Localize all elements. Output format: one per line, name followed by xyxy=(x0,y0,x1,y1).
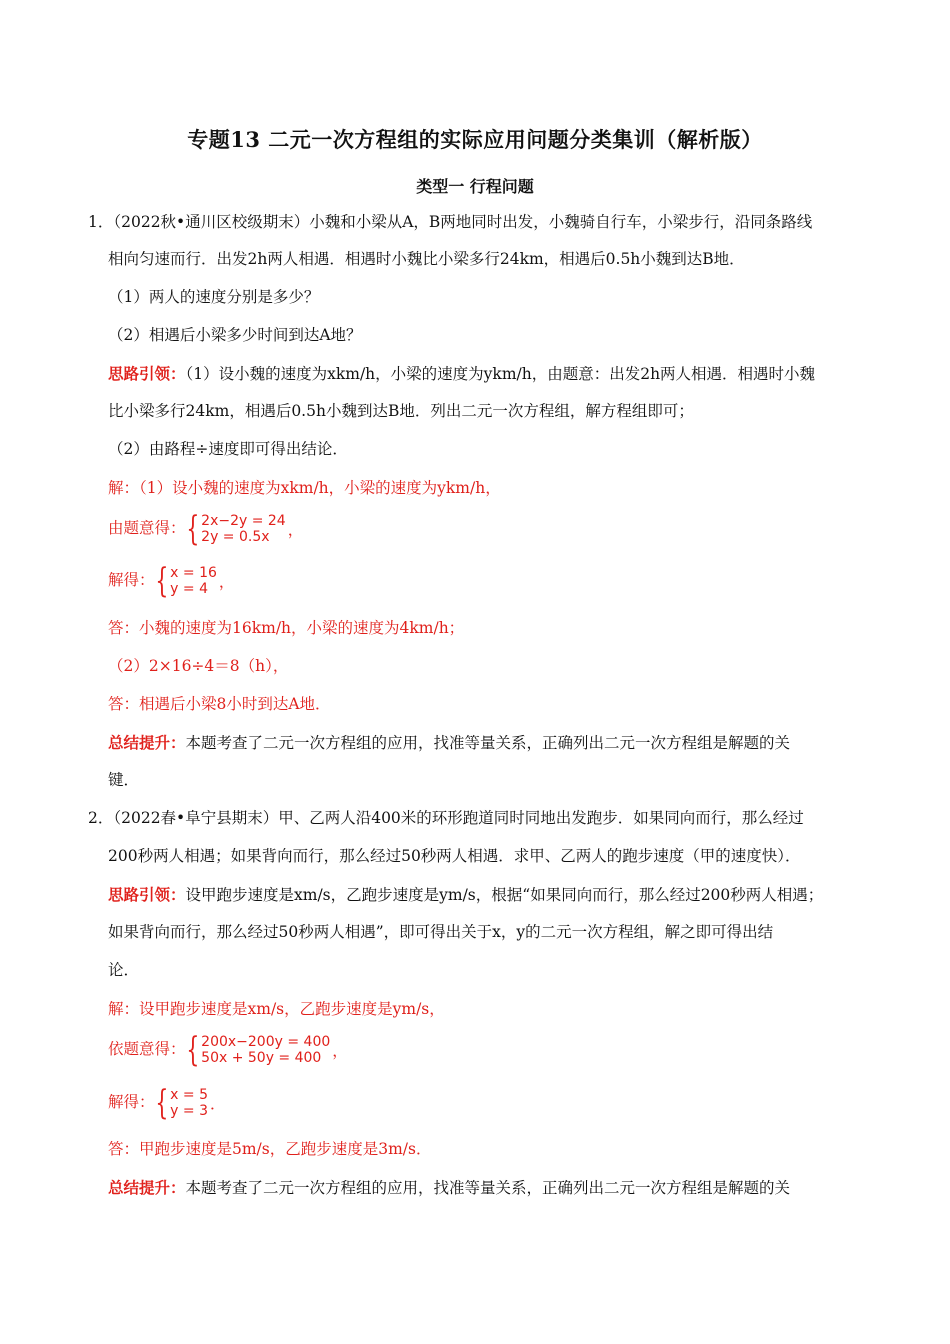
system-punct: ， xyxy=(287,521,304,539)
system-label: 依题意得： xyxy=(108,1040,186,1058)
result-stack xyxy=(170,565,217,597)
brace-symbol: { xyxy=(154,1083,168,1123)
problem1-solution-line1: 解：（1）设小魏的速度为xkm/h，小梁的速度为ykm/h， xyxy=(108,479,501,497)
problem1-hint-line3: （2）由路程÷速度即可得出结论． xyxy=(108,440,348,458)
problem1-statement-line2: 相向匀速而行．出发2h两人相遇．相遇时小魏比小梁多行24km，相遇后0.5h小魏到达B地． xyxy=(108,250,745,268)
hint-tag: 思路引领： xyxy=(108,885,186,904)
problem2-hint-line2: 如果背向而行，那么经过50秒两人相遇”，即可得出关于x，y的二元一次方程组，解之即可得出结 xyxy=(108,923,774,941)
problem2-statement-line2: 200秒两人相遇；如果背向而行，那么经过50秒两人相遇．求甲、乙两人的跑步速度（甲的速度快）． xyxy=(108,847,801,865)
problem2-hint-line1 xyxy=(108,885,823,905)
problem1-answer1: 答：小魏的速度为16km/h，小梁的速度为4km/h； xyxy=(108,619,465,637)
problem1-equation-system xyxy=(108,509,304,549)
equation-1: 200x−200y = 400 xyxy=(201,1034,331,1050)
problem1-question2: （2）相遇后小梁多少时间到达A地？ xyxy=(108,326,362,344)
problem2-solution-line1: 解：设甲跑步速度是xm/s，乙跑步速度是ym/s， xyxy=(108,1000,445,1018)
brace-symbol: { xyxy=(185,509,199,549)
summary-text: 本题考查了二元一次方程组的应用，找准等量关系，正确列出二元一次方程组是解题的关 xyxy=(185,734,791,752)
problem1-hint-line1 xyxy=(108,364,815,384)
summary-tag: 总结提升： xyxy=(108,733,186,752)
problem2-equation-system xyxy=(108,1030,348,1070)
result-1: x = 5 xyxy=(170,1087,208,1103)
brace-symbol: { xyxy=(154,561,168,601)
result-stack xyxy=(170,1087,208,1119)
equation-1: 2x−2y = 24 xyxy=(201,513,286,529)
equation-2: 50x + 50y = 400 xyxy=(201,1050,322,1066)
problem2-hint-line3: 论． xyxy=(108,961,140,979)
system-punct: ， xyxy=(332,1042,348,1060)
summary-text: 本题考查了二元一次方程组的应用，找准等量关系，正确列出二元一次方程组是解题的关 xyxy=(185,1179,791,1197)
summary-tag: 总结提升： xyxy=(108,1178,186,1197)
hint-tag: 思路引领： xyxy=(108,364,186,383)
problem1-hint-line2: 比小梁多行24km，相遇后0.5h小魏到达B地．列出二元一次方程组，解方程组即可； xyxy=(108,402,694,420)
section-subtitle: 类型一 行程问题 xyxy=(416,177,534,196)
problem1-question1: （1）两人的速度分别是多少？ xyxy=(108,288,320,306)
problem1-summary-line1 xyxy=(108,733,790,753)
brace-symbol: { xyxy=(185,1030,199,1070)
equation-2: 2y = 0.5x xyxy=(201,529,270,545)
system-label: 由题意得： xyxy=(108,519,186,537)
problem1-result-system xyxy=(108,561,235,601)
problem2-summary-line1 xyxy=(108,1178,790,1198)
problem2-result-system xyxy=(108,1083,226,1123)
problem1-answer2: 答：相遇后小梁8小时到达A地． xyxy=(108,695,331,713)
hint-text: （1）设小魏的速度为xkm/h，小梁的速度为ykm/h，由题意：出发2h两人相遇．相遇时小魏 xyxy=(185,365,816,383)
result-punct: ， xyxy=(218,573,235,591)
result-label: 解得： xyxy=(108,571,155,589)
result-1: x = 16 xyxy=(170,565,217,581)
problem1-solution-part2: （2）2×16÷4＝8（h）， xyxy=(108,657,289,675)
problem1-statement-line1: 1．（2022秋•通川区校级期末）小魏和小梁从A，B两地同时出发，小魏骑自行车，小梁步行，沿同条路线 xyxy=(88,213,813,231)
problem2-statement-line1: 2．（2022春•阜宁县期末）甲、乙两人沿400米的环形跑道同时同地出发跑步．如果同向而行，那么经过 xyxy=(88,809,804,827)
result-label: 解得： xyxy=(108,1093,155,1111)
equation-stack xyxy=(201,1034,330,1066)
equation-stack xyxy=(201,513,286,545)
result-2: y = 4 xyxy=(170,581,208,597)
problem1-summary-line2: 键． xyxy=(108,771,140,789)
result-punct: ． xyxy=(209,1095,226,1113)
document-title: 专题13 二元一次方程组的实际应用问题分类集训（解析版） xyxy=(187,127,763,152)
problem2-answer1: 答：甲跑步速度是5m/s，乙跑步速度是3m/s． xyxy=(108,1140,432,1158)
hint-text: 设甲跑步速度是xm/s，乙跑步速度是ym/s，根据“如果同向而行，那么经过200秒两人相遇； xyxy=(185,886,824,904)
result-2: y = 3 xyxy=(170,1103,208,1119)
